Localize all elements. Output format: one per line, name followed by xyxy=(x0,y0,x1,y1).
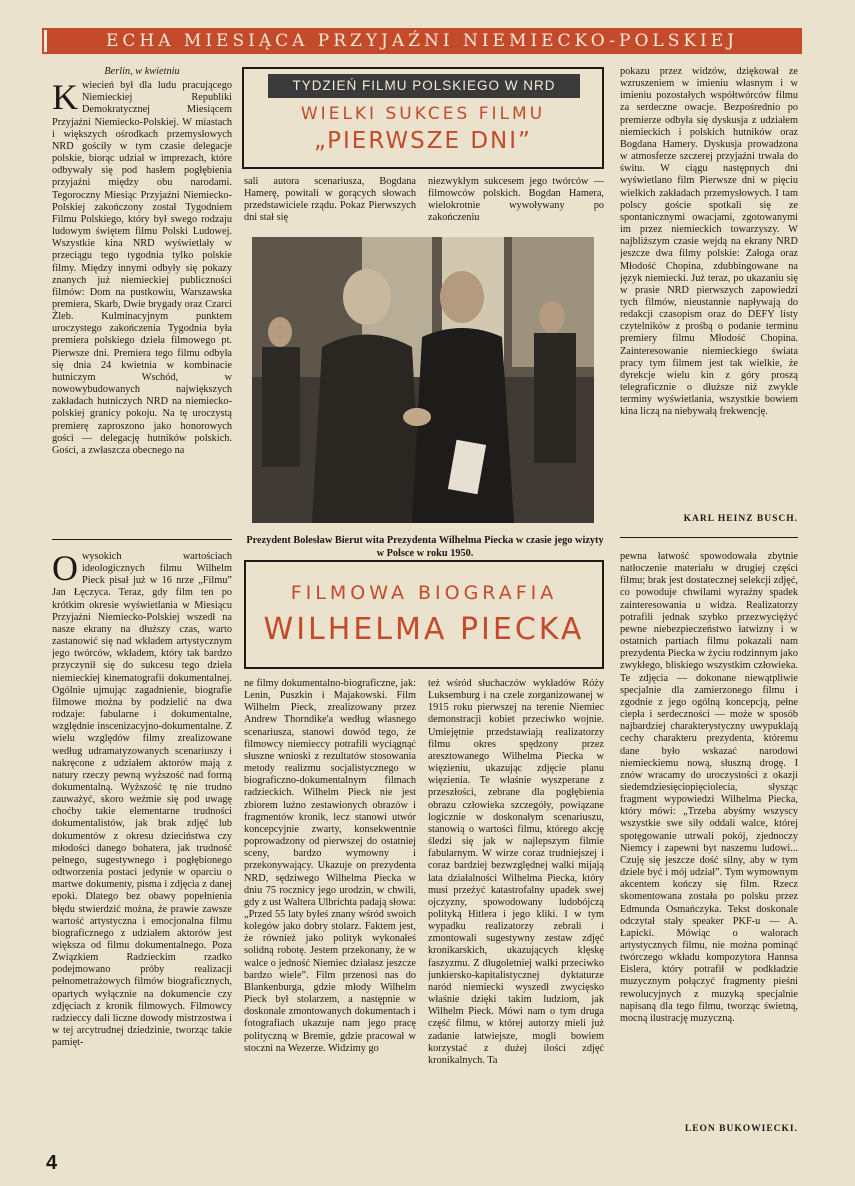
article1-column-2: sali autora scenariusza, Bogdana Hamerę, powitali w gorących słowach przedstawiciele rządu. Pokaz Pierwszych dni stał się xyxy=(244,176,416,224)
article1-headline xyxy=(250,104,596,154)
dropcap: K xyxy=(52,77,78,118)
article2-headline-line2: WILHELMA PIECKA xyxy=(263,612,585,647)
divider xyxy=(52,539,232,540)
article1-kicker: TYDZIEŃ FILMU POLSKIEGO W NRD xyxy=(268,74,580,98)
article1-text-1: wiecień był dla ludu pracującego Niemieckiej Republiki Demokratycznej Miesiącem Przyjaźni Niemiecko-Polskiej. W miastach i większych ośrodkach przemysłowych NRD gościły w tym czasie delegacje polskie, biorąc udział w imprezach, które odbywały się pod hasłem pogłębienia przyjaźni między obu narodami. Tegoroczny Miesiąc Przyjaźni Niemiecko-Polskiej zakończony został Tygodniem Filmu Polskiego, który był swego rodzaju ludowym świętem filmu Polski Ludowej. Wszystkie kina NRD wyświetlały w przeciągu tego tygodnia tylko polskie filmy. Między innymi odbyły się pokazy znanych już niemieckiej publiczności filmów: Dom na pustkowiu, Warszawska premiera, Skarb, Dwie brygady oraz Czarci Żleb. Kulminacyjnym punktem uroczystego zakończenia Tygodnia była premiera polskiego dzieła filmowego pt. Pierwsze dni. Premiera tego filmu odbyła się dnia 24 kwietnia w kombinacie hutniczym Wschód, w nowowybudowanych największych zakładach hutniczych NRD na niemiecko-polskiej granicy pokoju. Na tę uroczystą premierę zaproszono jako honorowych gości — delegację hutników polskich. Gości, a zwłaszcza obecnego na xyxy=(52,80,232,456)
article2-signature: LEON BUKOWIECKI. xyxy=(684,1124,798,1134)
article2-column-1 xyxy=(52,551,232,1142)
section-banner: ECHA MIESIĄCA PRZYJAŹNI NIEMIECKO-POLSKIEJ xyxy=(42,28,802,54)
article1-column-4: pokazu przez widzów, dziękował ze wzruszeniem w imieniu własnym i w imieniu pozostałych współtwórców filmu za serdeczne owacje. Bezpośrednio po premierze odbyła się dyskusja z udziałem niemieckich i polskich hutników oraz Bogdana Hamery. Dyskusja prowadzona w atmosferze szczerej przyjaźni trwała do świtu. W ciągu następnych dni wyświetlano film Pierwsze dni w pięciu wielkich zakładach przemysłowych. I tam polscy goście spotkali się ze spontanicznymi owacjami, zgotowanymi im przez niemieckich towarzyszy. W najbliższym czasie wejdą na ekrany NRD jeszcze dwa filmy polskie: Załoga oraz Młodość Chopina, zdubbingowane na język niemiecki. Już teraz, po ukazaniu się w prasie NRD pierwszych zapowiedzi tych filmów, nieustannie napływają do redakcji czasopism oraz do DEFY listy czytelników z prośbą o podanie terminu premiery filmu Młodość Chopina. Zainteresowanie niemieckiego świata pracy tym filmem jest tak wielkie, że dyrekcje wielu kin z góry proszą telegraficznie o dłuższe niż zwykle terminy wyświetlania, wszystkie bowiem kina liczą na niebywałą frekwencję. xyxy=(620,66,798,418)
banner-decoration xyxy=(44,30,47,52)
article2-column-3: też wśród słuchaczów wykładów Róży Luksemburg i na czele zorganizowanej w 1915 roku pierwszej na terenie Niemiec demonstracji kobiet przeciwko wojnie. Umiejętnie przedstawiają realizatorzy filmu okres spędzony przez aresztowanego Wilhelma Piecka w więzieniu, ukazując zdjęcie planu więzienia. Te właśnie wyszperane z przeszłości, zebrane dla pogłębienia obrazu człowieka szczegóły, powiązane logicznie w doskonałym scenariuszu, stanowią o wartości filmu, którego akcję śledzi się jak w najlepszym filmie fabularnym. W wirze coraz trudniejszej i coraz bardziej bezwzględnej walki mijają lata działalności Wilhelma Piecka, który musi przeżyć katastrofalny upadek swej ojczyzny, spowodowany ludobójczą polityką Hitlera i jego kliki. I w tym wypadku realizatorzy zebrali i zmontowali sugestywny zestaw zdjęć kronikarskich, ukazujących klęskę faszyzmu. Z długoletniej walki przeciwko junkiersko-kapitalistycznej dyktaturze naród niemiecki wyszedł zwycięsko właśnie dzięki takim ludziom, jak Wilhelm Pieck. Mówi nam o tym druga część filmu, w której autorzy mieli już zadanie łatwiejsze, mogli bowiem korzystać z dużej ilości zdjęć kronikalnych. Ta xyxy=(428,678,604,1066)
article1-column-3: niezwykłym sukcesem jego twórców — filmowców polskich. Bogdan Hamera, wielokrotnie wywoływany po zakończeniu xyxy=(428,176,604,224)
article2-column-2: ne filmy dokumentalno-biograficzne, jak: Lenin, Puszkin i Majakowski. Film Wilhelm Pieck, zrealizowany przez Andrew Thorndike'a według własnego scenariusza, stanowi dowód tego, że filmowcy niemieccy potrafili wyciągnąć słuszne wnioski z rezultatów stosowania metody realizmu socjalistycznego w biograficzno-dokumentalnym filmach radzieckich. Wilhelm Pieck nie jest zbiorem luźno zestawionych obrazów i fragmentów kronik, lecz stanowi utwór koncepcyjnie zwarty, konsekwentnie poprowadzony od pierwszej do ostatniej sceny, bardzo wymowny i przekonywający. Ukazuje on prezydenta NRD, sędziwego Wilhelma Piecka w dniu 75 rocznicy jego urodzin, w chwili, gdy z ust Waltera Ulbrichta padają słowa: „Przed 55 laty byłeś znany wśród swoich kolegów jako dobry stolarz. Faktem jest, że również jako polityk wykonałeś solidną robotę. Jestem przekonany, że w walce o jedność Niemiec działasz jeszcze bardzo wiele”. Film przenosi nas do Blankenburga, gdzie młody Wilhelm Pieck był stolarzem, a następnie w doskonale zmontowanych dokumentach i fotografiach ukazuje nam jego pracę polityczną w Bremie, gdzie pracował w stoczni na Wezerze. Widzimy go xyxy=(244,678,416,1054)
article2-headline-line1: FILMOWA BIOGRAFIA xyxy=(290,582,558,604)
article2-headline-box xyxy=(244,560,604,669)
article1-headline-line2: „PIERWSZE DNI” xyxy=(314,128,532,154)
divider xyxy=(620,537,798,538)
article1-column-1 xyxy=(52,66,232,530)
dateline: Berlin, w kwietniu xyxy=(104,66,180,77)
article1-signature: KARL HEINZ BUSCH. xyxy=(683,514,798,524)
page-number: 4 xyxy=(46,1152,58,1174)
article1-headline-line1: WIELKI SUKCES FILMU xyxy=(300,104,546,124)
article2-text-1: wysokich wartościach ideologicznych filmu Wilhelm Pieck pisał już w 16 nrze „Filmu” Jan Łęczyca. Teraz, gdy film ten po krótkim okresie wyświetlania w Miesiącu Przyjaźni Niemiecko-Polskiej wszedł na nasze ekrany na dłuższy czas, warto zastanowić się nad wkładem artystycznym jego twórców, wkładem, który tak bardzo przyczynił się do sukcesu tego dzieła niemieckiej kinematografii dokumentalnej. Ogólnie ujmując zagadnienie, biografie filmowe można by podzielić na dwa rodzaje: fabularne i dokumentalne, względnie inscenizacyjno-dokumentalne. Z wielu względów filmy zrealizowane według udramatyzowanych scenariuszy i nakręcone z udziałem aktorów mają z natury rzeczy pewną wyższość nad formą dokumentalną. Wyższość tę nie trudno zauważyć, skoro weźmie się pod uwagę choćby takie elementarne trudności dokumentalistów, jak brak zdjęć lub dokumentów z okresu dzieciństwa czy młodości danego bohatera, jak trudność pełnego, sugestywnego i pogłębionego odtworzenia postaci jedynie w oparciu o martwe dokumenty, pisma i zdjęcia z danej epoki. Dlatego bez obawy popełnienia błędu stwierdzić można, że prawie zawsze wartość artystyczna i emocjonalna filmu biograficznego z udziałem aktorów jest większa od filmu dokumentalnego. Poza Związkiem Radzieckim rzadko podejmowano próby realizacji pełnometrażowych filmów biograficznych, opartych wyłącznie na dokumencie czy zdjęciach z kronik filmowych. Filmowcy radzieccy dali liczne dowody mistrzostwa i w tej arcytrudnej dziedzinie, tworząc takie pamięt- xyxy=(52,551,232,1049)
photo-caption: Prezydent Bolesław Bierut wita Prezydenta Wilhelma Piecka w czasie jego wizyty w Polsce w roku 1950. xyxy=(246,535,604,559)
article2-column-4: pewna łatwość spowodowała zbytnie natłoczenie materiału w drugiej części filmu; brak jest dostatecznej selekcji zdjęć, co powoduje chwilami wyraźny spadek zainteresowania u widza. Realizatorzy potrafili jednak szybko przezwyciężyć pewne niebezpieczeństwo łatwizny i w ostatnich partiach filmu pokazali nam prezydenta Piecka w życiu rodzinnym jako zwykłego, bliskiego wszystkim człowieka. Te zdjęcia — dokonane niewątpliwie specjalnie dla zamierzonego filmu i zgodnie z jego ogólną koncepcją, pełne ciepła i serdeczności — może w sposób najbardziej charakterystyczny uwypuklają cechy charakteru prezydenta, któremu dane było wskazać narodowi niemieckiemu nową, słuszną drogę. I znów wracamy do uroczystości z okazji siedemdziesięciopięciolecia, słysząc fragment wypowiedzi Wilhelma Piecka, który mówi: „Trzeba abyśmy wszyscy wszystkie swe siły oddali walce, której spotęgowanie utrwali pokój, zjednoczy Niemcy i zapewni byt naszemu ludowi... Czuję się jeszcze dość silny, aby w tym dziele być i mój udział”. Tym wymownym akcentem kończy się film. Rzecz skomentowana została po polsku przez Edmunda Osmańczyka. Tekst doskonale odczytał stały speaker PKF-u — A. Łapicki. Mówiąc o walorach artystycznych filmu, nie można pominąć twórczego wkładu kompozytora Hannsa Eislera, który potrafił w podkładzie muzycznym połączyć fragmenty pieśni rewolucyjnych z muzyką specjalnie napisaną dla tego filmu, tworząc świetną, mocną ilustrację muzyczną. xyxy=(620,551,798,1024)
dropcap: O xyxy=(52,551,78,588)
news-photo xyxy=(252,237,594,523)
photo-illustration xyxy=(252,237,594,523)
